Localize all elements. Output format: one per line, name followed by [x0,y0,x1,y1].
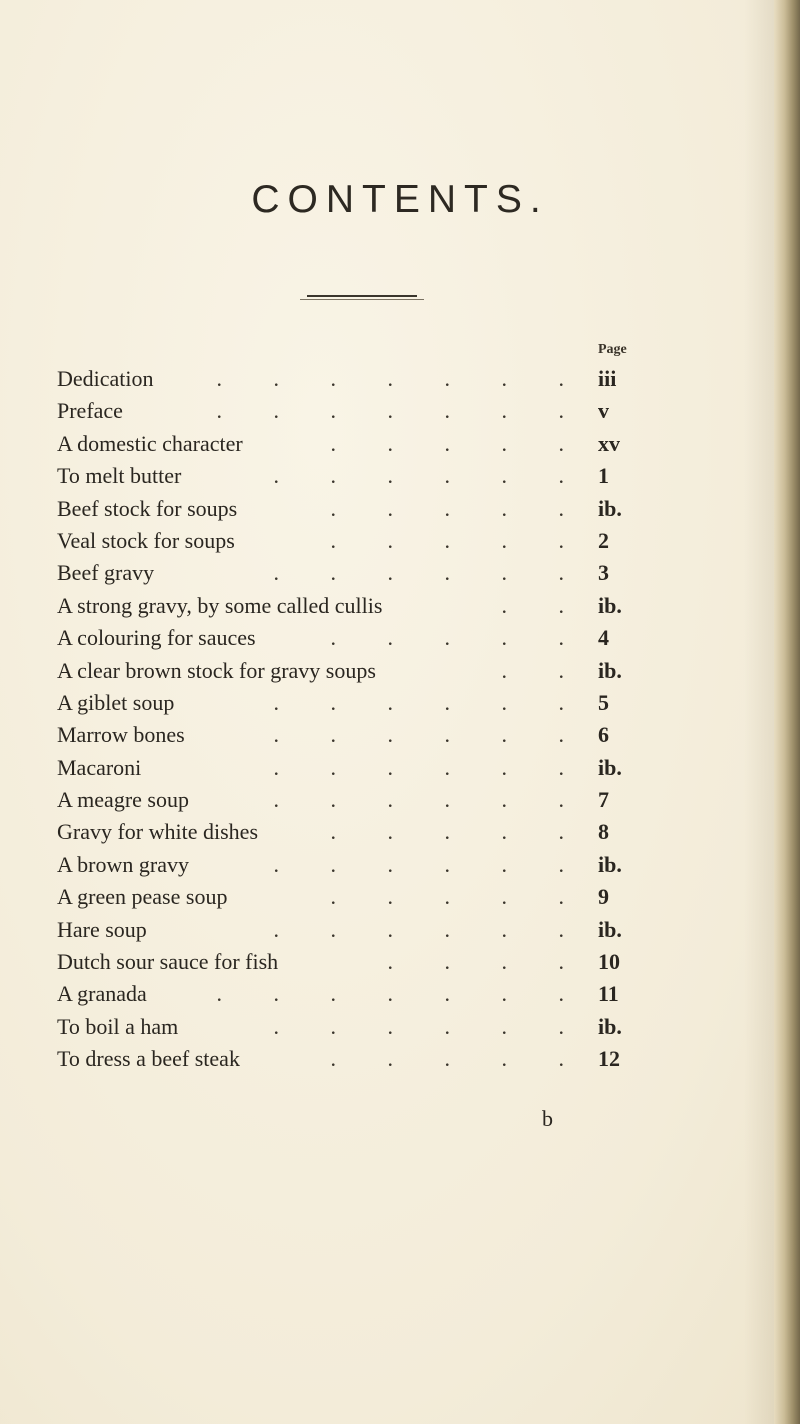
contents-entry [57,1011,637,1043]
entry-page: ib. [598,754,622,780]
leader-dots: . . . . . . . [216,981,587,1007]
entry-page: 1 [598,463,609,489]
contents-entry [57,752,637,784]
contents-entry [57,655,637,687]
entry-title: A brown gravy [57,851,189,877]
contents-entry [57,978,637,1010]
contents-entry [57,622,637,654]
entry-page: 5 [598,689,609,715]
entry-title: Beef stock for soups [57,495,238,521]
entry-page: ib. [598,851,622,877]
entry-page: 8 [598,819,609,845]
entry-page: ib. [598,1013,622,1039]
entry-title: A clear brown stock for gravy soups [57,657,376,683]
leader-dots: . . . . . [330,430,587,456]
entry-title: A colouring for sauces [57,625,256,651]
contents-entry [57,493,637,525]
contents-entry [57,881,637,913]
leader-dots: . . . . . . [273,463,587,489]
leader-dots: . . [501,592,587,618]
contents-entry [57,816,637,848]
entry-title: Marrow bones [57,722,185,748]
contents-entry [57,525,637,557]
entry-page: 6 [598,722,609,748]
leader-dots: . . . . . [330,527,587,553]
leader-dots: . . . . . [330,819,587,845]
entry-page: ib. [598,495,622,521]
entry-page: 11 [598,981,619,1007]
contents-entry [57,363,637,395]
leader-dots: . . . . . [330,495,587,521]
entry-page: 10 [598,949,620,975]
entry-page: ib. [598,592,622,618]
signature-mark: b [542,1106,553,1131]
entry-title: Preface [57,398,123,424]
entry-title: A strong gravy, by some called cullis [57,592,383,618]
contents-entry [57,1043,637,1075]
contents-entry [57,590,637,622]
contents-entry [57,557,637,589]
contents-entry [57,946,637,978]
leader-dots: . . . . . [330,1046,587,1072]
page-column-label: Page [598,342,627,357]
entry-title: Beef gravy [57,560,155,586]
entry-page: 2 [598,527,609,553]
leader-dots: . . . . . . . [216,366,587,391]
leader-dots: . . . . . . [273,689,587,715]
entry-title: To dress a beef steak [57,1046,240,1072]
entry-page: 3 [598,560,609,586]
entry-title: Hare soup [57,916,147,942]
contents-entry [57,687,637,719]
contents-entry [57,428,637,460]
leader-dots: . . . . . . [273,916,587,942]
leader-dots: . . . . . . [273,1013,587,1039]
contents-entry [57,849,637,881]
leader-dots: . . . . . . . [216,398,587,424]
entry-page: 7 [598,787,609,813]
leader-dots: . . . . [387,949,587,975]
contents-entry [57,784,637,816]
entry-title: A domestic character [57,430,243,456]
page-title: CONTENTS. [251,178,549,221]
title-rule-thin [300,299,424,300]
entry-page: 4 [598,625,609,651]
title-rule [307,295,417,297]
leader-dots: . . [501,657,587,683]
entry-title: A giblet soup [57,689,175,715]
contents-entry [57,914,637,946]
contents-entry [57,460,637,492]
entry-title: Dutch sour sauce for fish [57,949,279,975]
leader-dots: . . . . . . [273,722,587,748]
entry-title: Gravy for white dishes [57,819,259,845]
entry-title: Veal stock for soups [57,527,235,553]
entry-title: To melt butter [57,463,182,489]
entry-title: A meagre soup [57,787,189,813]
entry-page: xv [598,430,620,456]
entry-page: 12 [598,1046,620,1072]
entry-page: iii [598,366,617,391]
leader-dots: . . . . . [330,625,587,651]
leader-dots: . . . . . . [273,560,587,586]
entry-page: 9 [598,884,609,910]
leader-dots: . . . . . [330,884,587,910]
entry-page: ib. [598,657,622,683]
leader-dots: . . . . . . [273,787,587,813]
entry-page: ib. [598,916,622,942]
entry-page: v [598,398,609,424]
entry-title: To boil a ham [57,1013,179,1039]
entry-title: A granada [57,981,147,1007]
entry-title: Dedication [57,366,154,391]
contents-list [57,363,637,1076]
leader-dots: . . . . . . [273,851,587,877]
contents-entry [57,719,637,751]
contents-entry [57,395,637,427]
entry-title: A green pease soup [57,884,228,910]
leader-dots: . . . . . . [273,754,587,780]
entry-title: Macaroni [57,754,142,780]
